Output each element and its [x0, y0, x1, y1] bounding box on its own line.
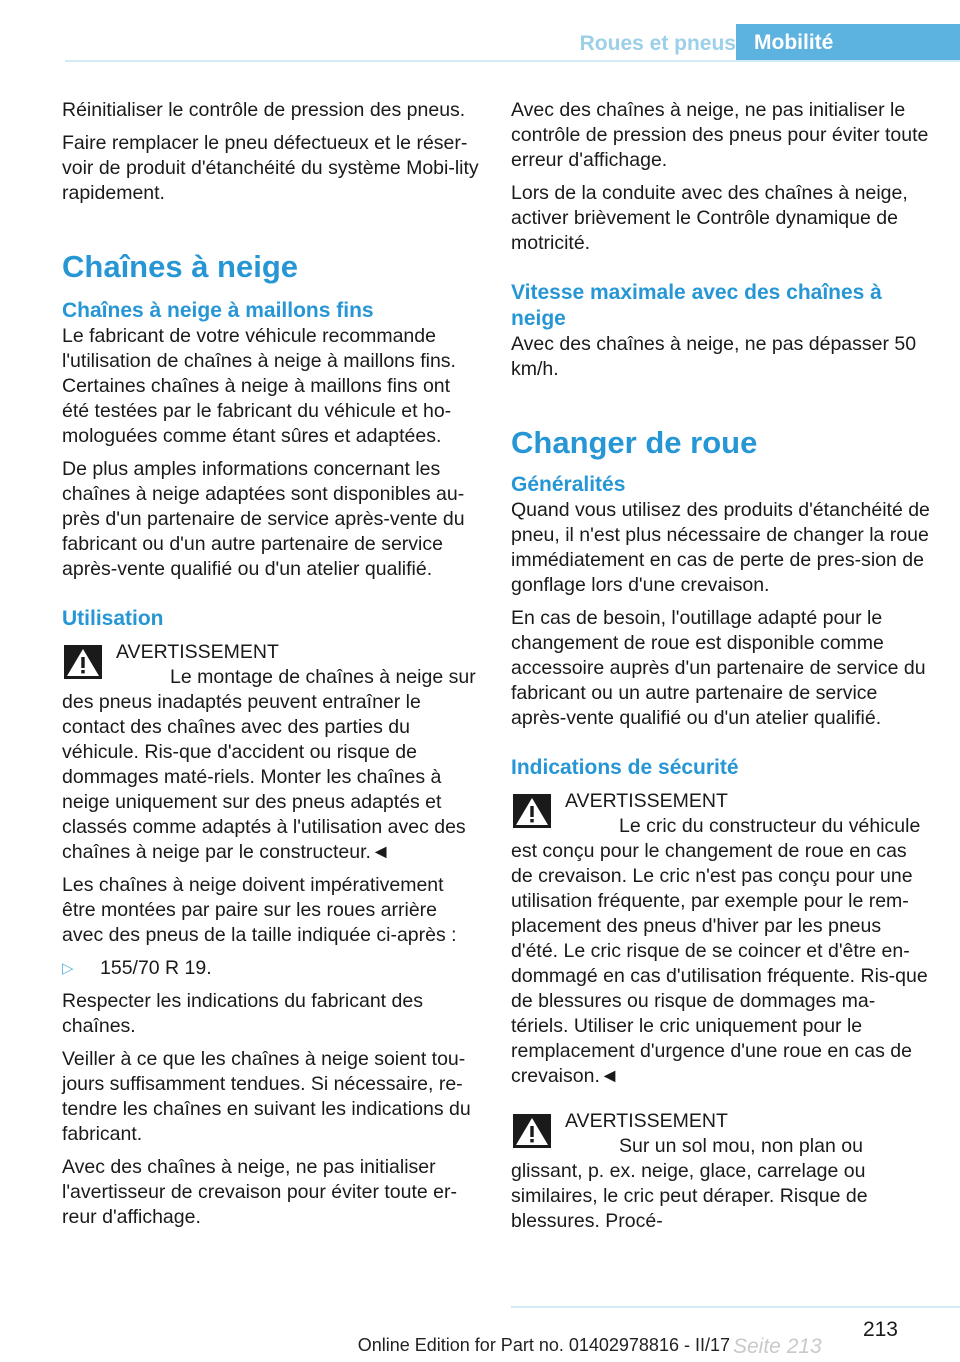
warning-block	[62, 640, 482, 865]
right-column	[511, 98, 931, 1242]
paragraph: Lors de la conduite avec des chaînes à neige, activer brièvement le Contrôle dynamique de motricité.	[511, 182, 908, 254]
header-rule	[65, 60, 960, 62]
warning-text: Le montage de chaînes à neige sur des pneus inadaptés peuvent entraîner le contact des chaînes avec des parties du véhicule. Ris‐que d'accident ou risque de dommages maté‐riels. Monter les chaînes à neige uniquement sur des pneus adaptés et classés comme adaptés à l'utilisation avec des chaînes à neige par le constructeur.◄	[62, 666, 476, 863]
warning-block	[511, 789, 931, 1089]
subheading-usage: Utilisation	[62, 607, 164, 630]
paragraph: Le fabricant de votre véhicule recommande l'utilisation de chaînes à neige à maillons fins. Certaines chaînes à neige à maillons fins ont été testées par le fabricant du véhicule et ho‐mologuées comme étant sûres et adaptées.	[62, 325, 456, 447]
warning-title: AVERTISSEMENT	[565, 1110, 728, 1132]
subheading-fine-link-chains: Chaînes à neige à maillons fins	[62, 299, 374, 322]
subheading-max-speed: Vitesse maximale avec des chaînes à neige	[511, 281, 882, 330]
paragraph: Avec des chaînes à neige, ne pas initialiser l'avertisseur de crevaison pour éviter toute er‐reur d'affichage.	[62, 1156, 457, 1228]
subheading-general: Généralités	[511, 473, 626, 496]
paragraph: Réinitialiser le contrôle de pression des pneus.	[62, 99, 466, 121]
paragraph: Veiller à ce que les chaînes à neige soient tou‐jours suffisamment tendues. Si nécessaire, re‐tendre les chaînes en suivant les indications du fabricant.	[62, 1048, 471, 1145]
warning-text: Sur un sol mou, non plan ou glissant, p. ex. neige, glace, carrelage ou similaires, le cric peut déraper. Risque de blessures. Procé‐	[511, 1135, 868, 1232]
header-chapter-tab: Mobilité	[736, 24, 960, 61]
paragraph: De plus amples informations concernant les chaînes à neige adaptées sont disponibles au‐près d'un partenaire de service après-vente du fabricant ou d'un autre partenaire de service après-vente qualifié ou d'un atelier qualifié.	[62, 458, 465, 580]
list-item-text: 155/70 R 19.	[100, 957, 212, 979]
paragraph: Respecter les indications du fabricant des chaînes.	[62, 990, 423, 1037]
section-heading-snow-chains: Chaînes à neige	[62, 249, 299, 284]
paragraph: Avec des chaînes à neige, ne pas dépasser 50 km/h.	[511, 333, 917, 380]
watermark: Seite 213	[733, 1335, 822, 1358]
paragraph: En cas de besoin, l'outillage adapté pour le changement de roue est disponible comme accessoire auprès d'un partenaire de service du fabricant ou un autre partenaire de service après-vente qualifié ou d'un atelier qualifié.	[511, 607, 926, 729]
paragraph: Quand vous utilisez des produits d'étanchéité de pneu, il n'est plus nécessaire de changer la roue immédiatement en cas de perte de pres‐sion de gonflage lors d'une crevaison.	[511, 499, 930, 596]
section-heading-change-wheel: Changer de roue	[511, 425, 758, 460]
list-item	[62, 956, 482, 981]
paragraph: Faire remplacer le pneu défectueux et le réser‐voir de produit d'étanchéité du système Mobi‐lity rapidement.	[62, 132, 479, 204]
warning-triangle-icon	[513, 794, 551, 828]
subheading-safety: Indications de sécurité	[511, 756, 739, 779]
warning-triangle-icon	[64, 645, 102, 679]
left-column	[62, 98, 482, 1238]
warning-triangle-icon	[513, 1114, 551, 1148]
bullet-arrow-icon: ▷	[62, 960, 74, 977]
warning-block	[511, 1109, 931, 1234]
warning-text: Le cric du constructeur du véhicule est conçu pour le changement de roue en cas de crevaison. Le cric n'est pas conçu pour une utilisation fréquente, par exemple pour le rem‐placement des pneus d'hiver par les pneus d'été. Le cric risque de se coincer et d'être en‐dommagé en cas d'utilisation fréquente. Ris‐que de blessures ou risque de dommages ma‐tériels. Utiliser le cric uniquement pour le remplacement d'urgence d'une roue en cas de crevaison.◄	[511, 815, 928, 1087]
edition-line: Online Edition for Part no. 01402978816 - II/17	[357, 1335, 730, 1355]
footer-rule	[511, 1306, 960, 1308]
paragraph: Les chaînes à neige doivent impérativement être montées par paire sur les roues arrière avec des pneus de la taille indiquée ci-après :	[62, 874, 457, 946]
warning-title: AVERTISSEMENT	[116, 641, 279, 663]
header-section-title: Roues et pneus	[579, 32, 736, 55]
paragraph: Avec des chaînes à neige, ne pas initialiser le contrôle de pression des pneus pour éviter toute erreur d'affichage.	[511, 99, 929, 171]
warning-title: AVERTISSEMENT	[565, 790, 728, 812]
page-number: 213	[862, 1318, 898, 1341]
